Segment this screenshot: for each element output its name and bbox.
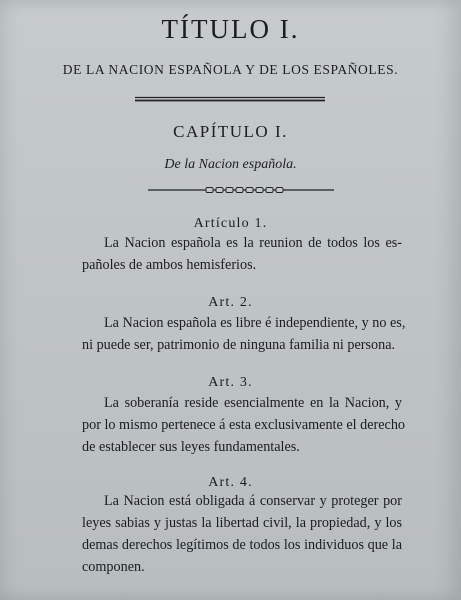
article-3-heading: Art. 3. <box>208 375 253 390</box>
article-4-text <box>82 490 402 578</box>
article-2-line: La Nacion española es libre é independiente, y no es, <box>104 315 406 331</box>
article-1-line: La Nacion española es la reunion de todos los es- <box>104 235 402 251</box>
article-2-text <box>82 312 406 356</box>
chapter-heading: CAPÍTULO I. <box>173 122 288 141</box>
article-3-line: La soberanía reside esencialmente en la Nacion, y <box>104 395 402 411</box>
title-subtitle: DE LA NACION ESPAÑOLA Y DE LOS ESPAÑOLES. <box>62 62 399 77</box>
chapter-subtitle: De la Nacion española. <box>164 157 297 172</box>
article-1-text <box>82 232 402 276</box>
article-2-heading: Art. 2. <box>208 295 253 310</box>
article-4-line: leyes sabias y justas la libertad civil, la propiedad, y los <box>82 515 402 531</box>
article-2-line: ni puede ser, patrimonio de ninguna familia ni persona. <box>82 337 396 353</box>
article-4-line: demas derechos legítimos de todos los individuos que la <box>82 537 402 553</box>
double-rule-divider <box>135 96 325 102</box>
article-1-heading: Artículo 1. <box>193 216 268 231</box>
article-4-heading: Art. 4. <box>208 475 253 490</box>
chain-ornament-divider <box>148 186 334 194</box>
article-1-line: pañoles de ambos hemisferios. <box>82 257 257 273</box>
page-title: TÍTULO I. <box>161 14 300 44</box>
article-3-text <box>82 392 406 458</box>
article-4-line: componen. <box>82 559 145 575</box>
article-3-line: de establecer sus leyes fundamentales. <box>82 439 300 455</box>
article-4-line: La Nacion está obligada á conservar y proteger por <box>104 493 402 509</box>
article-3-line: por lo mismo pertenece á esta exclusivamente el derecho <box>82 417 406 433</box>
